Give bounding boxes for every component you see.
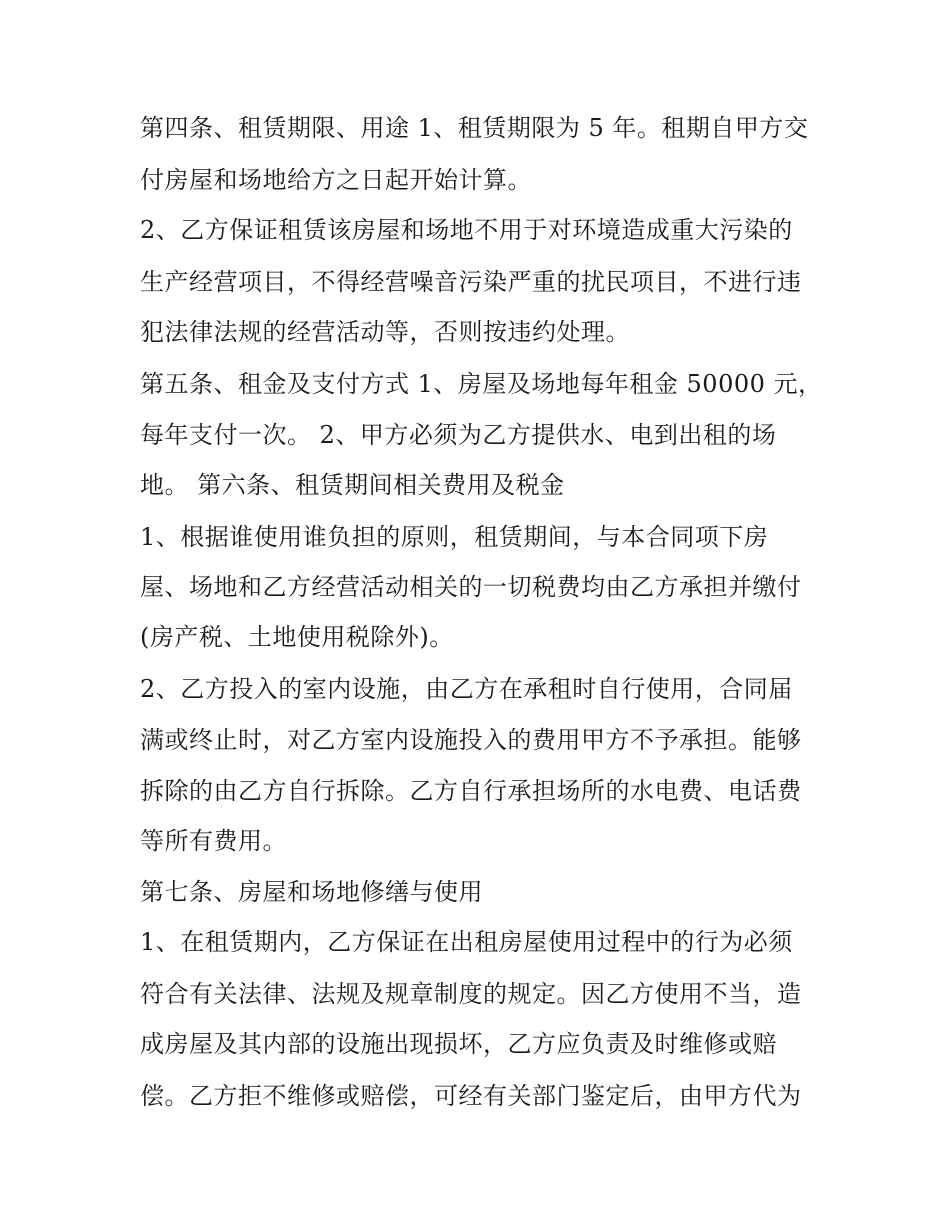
- text-line: 1、在租赁期内，乙方保证在出租房屋使用过程中的行为必须: [140, 928, 793, 956]
- text-line: 生产经营项目，不得经营噪音污染严重的扰民项目，不进行违: [140, 268, 802, 296]
- text-line: 1、根据谁使用谁负担的原则，租赁期间，与本合同项下房: [140, 523, 769, 551]
- text-line: 偿。乙方拒不维修或赔偿，可经有关部门鉴定后，由甲方代为: [140, 1082, 802, 1110]
- text-line: 成房屋及其内部的设施出现损坏，乙方应负责及时维修或赔: [140, 1030, 777, 1058]
- text-line: 地。 第六条、租赁期间相关费用及税金: [140, 471, 565, 499]
- text-line: 第五条、租金及支付方式 1、房屋及场地每年租金 50000 元，: [140, 370, 823, 398]
- text-line: (房产税、土地使用税除外)。: [140, 623, 454, 651]
- text-line: 犯法律法规的经营活动等，否则按违约处理。: [140, 318, 630, 346]
- text-line: 第四条、租赁期限、用途 1、租赁期限为 5 年。租期自甲方交: [140, 114, 809, 142]
- text-line: 第七条、房屋和场地修缮与使用: [140, 878, 483, 906]
- text-line: 2、乙方投入的室内设施，由乙方在承租时自行使用，合同届: [140, 675, 793, 703]
- text-line: 满或终止时，对乙方室内设施投入的费用甲方不予承担。能够: [140, 726, 802, 754]
- text-line: 每年支付一次。 2、甲方必须为乙方提供水、电到出租的场: [140, 421, 777, 449]
- text-line: 等所有费用。: [140, 827, 287, 855]
- text-line: 屋、场地和乙方经营活动相关的一切税费均由乙方承担并缴付: [140, 573, 802, 601]
- text-line: 付房屋和场地给方之日起开始计算。: [140, 166, 532, 194]
- text-line: 符合有关法律、法规及规章制度的规定。因乙方使用不当，造: [140, 980, 802, 1008]
- text-line: 拆除的由乙方自行拆除。乙方自行承担场所的水电费、电话费: [140, 777, 802, 805]
- text-line: 2、乙方保证租赁该房屋和场地不用于对环境造成重大污染的: [140, 216, 793, 244]
